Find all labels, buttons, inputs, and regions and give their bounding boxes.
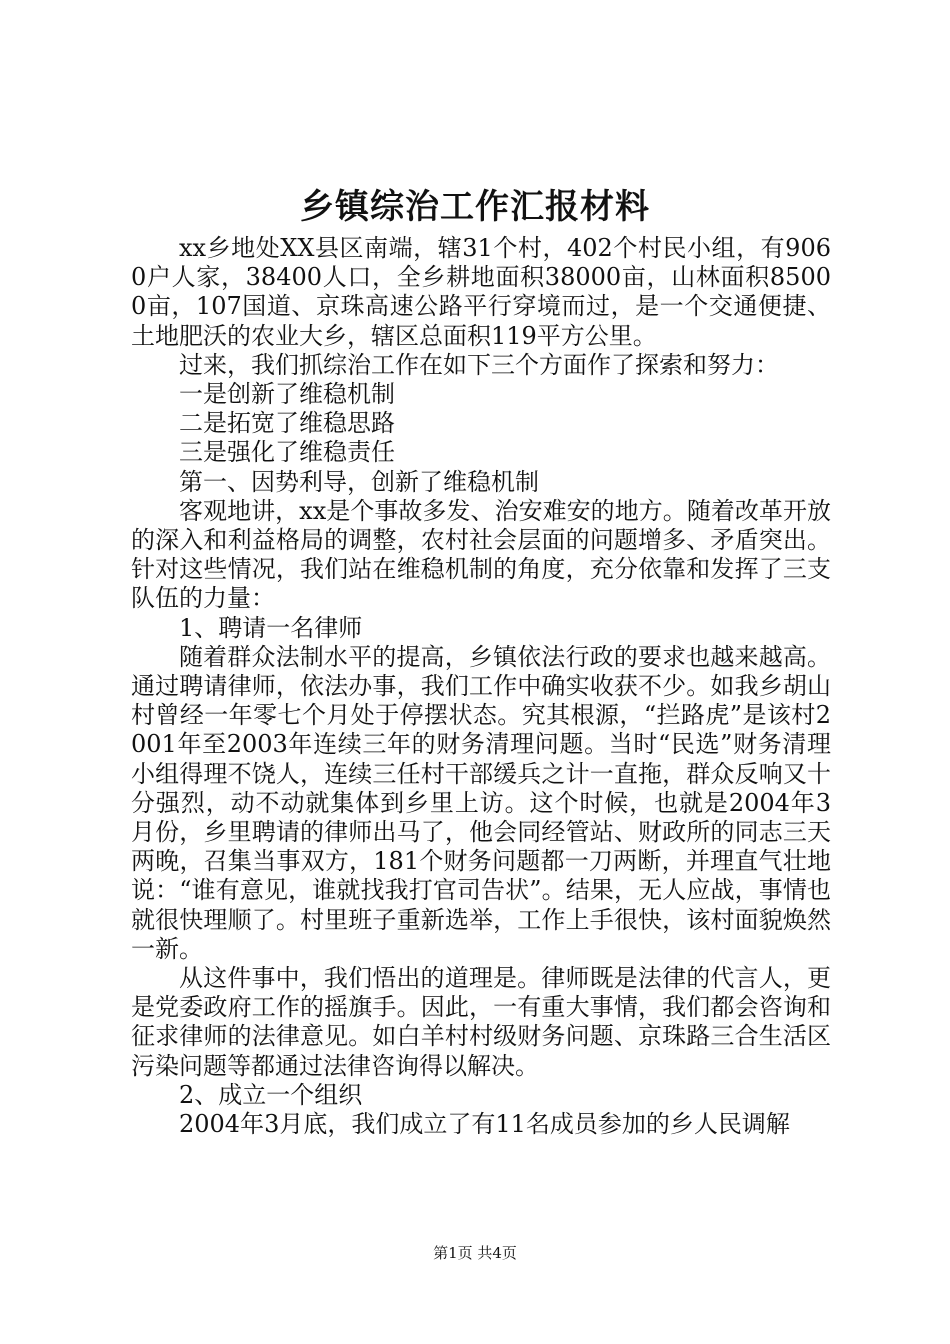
document-title: 乡镇综治工作汇报材料 [300, 187, 650, 227]
page-number-footer: 第1页 共4页 [433, 1244, 517, 1262]
paragraph-organization: 2004年3月底，我们成立了有11名成员参加的乡人民调解 [179, 1110, 790, 1139]
list-item-point-1: 一是创新了维稳机制 [179, 380, 395, 409]
subheading-lawyer: 1、聘请一名律师 [179, 613, 363, 642]
paragraph-overview: 过来，我们抓综治工作在如下三个方面作了探索和努力： [179, 350, 779, 379]
list-item-point-3: 三是强化了维稳责任 [179, 438, 395, 467]
subheading-organization: 2、成立一个组织 [179, 1080, 363, 1109]
section-heading-first: 第一、因势利导，创新了维稳机制 [179, 467, 539, 496]
paragraph-lawyer-case: 随着群众法制水平的提高，乡镇依法行政的要求也越来越高。通过聘请律师，依法办事，我们工作中确实收获不少。如我乡胡山村曾经一年零七个月处于停摆状态。究其根源，“拦路虎”是该村2001年至2003年连续三年的财务清理问题。当时“民选”财务清理小组得理不饶人，连续三任村干部缓兵之计一直拖，群众反响又十分强烈，动不动就集体到乡里上访。这个时候，也就是2004年3月份，乡里聘请的律师出马了，他会同经管站、财政所的同志三天两晚，召集当事双方，181个财务问题都一刀两断，并理直气壮地说：“谁有意见，谁就找我打官司告状”。结果，无人应战，事情也就很快理顺了。村里班子重新选举，工作上手很快，该村面貌焕然一新。 [131, 642, 831, 963]
document-body [131, 234, 831, 1139]
list-item-point-2: 二是拓宽了维稳思路 [179, 409, 395, 438]
paragraph-intro: xx乡地处XX县区南端，辖31个村，402个村民小组，有9060户人家，38400人口，全乡耕地面积38000亩，山林面积85000亩，107国道、京珠高速公路平行穿境而过，是一个交通便捷、土地肥沃的农业大乡，辖区总面积119平方公里。 [131, 234, 831, 350]
paragraph-lesson: 从这件事中，我们悟出的道理是。律师既是法律的代言人，更是党委政府工作的摇旗手。因此，一有重大事情，我们都会咨询和征求律师的法律意见。如白羊村村级财务问题、京珠路三合生活区污染问题等都通过法律咨询得以解决。 [131, 964, 831, 1080]
paragraph-background: 客观地讲，xx是个事故多发、治安难安的地方。随着改革开放的深入和利益格局的调整，农村社会层面的问题增多、矛盾突出。针对这些情况，我们站在维稳机制的角度，充分依靠和发挥了三支队伍的力量： [131, 496, 831, 613]
